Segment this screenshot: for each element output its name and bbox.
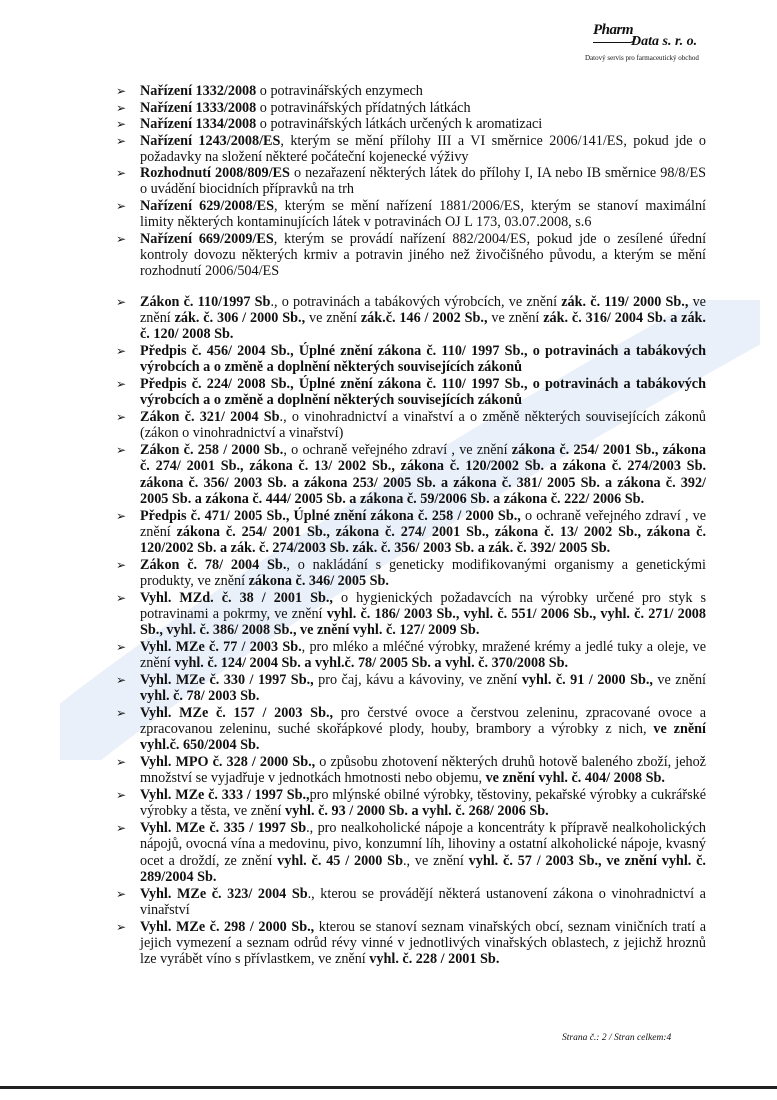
citation-text: ve znění — [305, 310, 361, 327]
list-item — [116, 165, 706, 198]
logo-line2: Data s. r. o. — [631, 34, 698, 49]
arrow-bullet-icon: ➢ — [116, 133, 127, 148]
citation-text: pro čerstvé ovoce a čerstvou zeleninu, zpracované ovoce a zpracovanou zeleninu, suché skořápkové plody, houby, brambory a výrobky z nich, — [140, 705, 706, 738]
citation-bold: Zákon č. 258 / 2000 Sb. — [140, 442, 284, 459]
citation-text: o způsobu zhotovení některých druhů hotově baleného zboží, jehož množství se vyjadřuje v jednotkách hmotnosti nebo objemu, — [140, 754, 706, 787]
list-item — [116, 83, 706, 99]
citation-text: pro čaj, kávu a kávoviny, ve znění — [313, 672, 522, 689]
citation-text: , o nakládání s geneticky modifikovanými organismy a genetickými produkty, ve znění — [140, 556, 706, 590]
logo-tagline: Datový servis pro farmaceutický obchod — [585, 54, 699, 62]
arrow-bullet-icon: ➢ — [116, 821, 127, 836]
citation-bold: Vyhl. MZe č. 330 / 1997 Sb., — [140, 672, 314, 689]
citation-bold: Předpis č. 456/ 2004 Sb., Úplné znění zákona č. 110/ 1997 Sb., o potravinách a tabákových výrobcích a o změně a doplnění některých souvisejících zákonů — [140, 343, 706, 376]
logo-swoosh — [593, 36, 636, 43]
list-item — [116, 230, 707, 279]
list-item — [116, 556, 706, 590]
arrow-bullet-icon: ➢ — [116, 590, 127, 605]
eu-regulations-list — [116, 83, 707, 279]
scan-edge-line — [0, 1086, 777, 1089]
logo-line1: Pharm — [593, 22, 634, 38]
arrow-bullet-icon: ➢ — [116, 231, 127, 246]
citation-bold: zák. č. 119/ 2000 Sb., — [561, 294, 689, 310]
citation-text: , pro mléko a mléčné výrobky, mražené krémy a jedlé tuky a oleje, ve znění — [140, 639, 706, 672]
arrow-bullet-icon: ➢ — [116, 100, 127, 115]
citation-bold: vyhl. č. 91 / 2000 Sb., — [521, 672, 653, 689]
page-number: Strana č.: 2 / Stran celkem:4 — [562, 1033, 672, 1043]
arrow-bullet-icon: ➢ — [116, 755, 127, 770]
czech-laws-list — [116, 294, 707, 968]
list-item — [116, 132, 706, 165]
arrow-bullet-icon: ➢ — [116, 557, 127, 572]
citation-bold: vyhl. č. 78/ 2003 Sb. — [140, 688, 260, 705]
arrow-bullet-icon: ➢ — [116, 84, 127, 98]
citation-text: o hygienických požadavcích na výrobky určené pro styk s potravinami a pokrmy, ve znění — [140, 589, 706, 623]
citation-bold: zákona č. 254/ 2001 Sb., zákona č. 274/ 2001 Sb., zákona č. 13/ 2002 Sb., zákona č. 120/2002 Sb. a zákona č. 274/2003 Sb. zákona č. 356/ 2003 Sb. a zákona 253/ 2005 Sb. a zákona č. 381/ 2005 Sb. a zákona č. 392/ 2005 Sb. a zákona č. 444/ 2005 Sb. a zákona č. 59/2006 Sb. a zákona č. 222/ 2006 Sb. — [140, 442, 706, 507]
citation-bold: Nařízení 629/2008/ES — [140, 197, 275, 214]
arrow-bullet-icon: ➢ — [116, 166, 127, 181]
arrow-bullet-icon: ➢ — [116, 706, 127, 721]
citation-bold: Vyhl. MZe č. 335 / 1997 Sb — [140, 820, 307, 837]
citation-bold: vyhl. č. 45 / 2000 Sb — [277, 852, 403, 869]
company-logo — [583, 22, 718, 67]
citation-text: o potravinářských látkách určených k aromatizaci — [256, 116, 543, 133]
citation-bold: vyhl. č. 93 / 2000 Sb. a vyhl. č. 268/ 2006 Sb. — [284, 803, 549, 820]
list-item — [116, 376, 706, 409]
list-item — [116, 197, 706, 230]
arrow-bullet-icon: ➢ — [116, 673, 127, 688]
list-item — [116, 442, 706, 507]
arrow-bullet-icon: ➢ — [116, 117, 127, 132]
arrow-bullet-icon: ➢ — [116, 919, 127, 934]
citation-bold: vyhl. č. 124/ 2004 Sb. a vyhl.č. 78/ 2005 Sb. a vyhl. č. 370/2008 Sb. — [174, 655, 569, 672]
list-item — [116, 787, 706, 820]
arrow-bullet-icon: ➢ — [116, 344, 127, 359]
list-item — [116, 820, 706, 885]
arrow-bullet-icon: ➢ — [116, 640, 127, 655]
list-item — [116, 885, 706, 918]
citation-bold: Rozhodnutí 2008/809/ES — [140, 165, 290, 182]
citation-text: , o ochraně veřejného zdraví , ve znění — [283, 442, 512, 459]
citation-bold: Vyhl. MZe č. 333 / 1997 Sb., — [140, 787, 310, 804]
citation-bold: vyhl. č. 186/ 2003 Sb., vyhl. č. 551/ 2006 Sb., vyhl. č. 271/ 2008 Sb., vyhl. č. 386/ 2008 Sb., ve znění vyhl. č. 127/ 2009 Sb. — [140, 606, 706, 639]
list-item — [116, 589, 706, 639]
citation-text: , kterým se mění přílohy III a VI směrnice 2006/141/ES, pokud jde o požadavky na složení některé počáteční kojenecké výživy — [140, 132, 706, 165]
citation-text: ., pro nealkoholické nápoje a koncentráty k přípravě nealkoholických nápojů, ovocná vína a medovinu, pivo, konzumní líh, lihoviny a ostatní alkoholické nápoje, kvasný ocet a droždí, ze znění — [140, 820, 706, 869]
citation-bold: zákona č. 254/ 2001 Sb., zákona č. 274/ 2001 Sb., zákona č. 13/ 2002 Sb., zákona č. 120/2002 Sb. a zák. č. 274/2003 Sb. zák. č. 356/ 2003 Sb. a zák. č. 392/ 2005 Sb. — [140, 523, 706, 557]
citation-bold: Vyhl. MZd. č. 38 / 2001 Sb., — [140, 589, 333, 606]
list-item — [116, 99, 706, 116]
list-item — [116, 343, 706, 376]
citation-text: o potravinářských přídatných látkách — [256, 99, 471, 116]
citation-text: kterou se stanoví seznam vinařských obcí, seznam viničních tratí a jejich vymezení a seznam odrůd révy vinné v jednotlivých vinařských oblastech, z jejichž hroznů lze vyrábět víno s přívlastkem, ve znění — [140, 918, 706, 968]
citation-text: ., o potravinách a tabákových výrobcích, ve znění — [270, 294, 562, 310]
arrow-bullet-icon: ➢ — [116, 886, 127, 901]
citation-text: o nezařazení některých látek do přílohy I, IA nebo IB směrnice 98/8/ES o uvádění biocidních přípravků na trh — [140, 165, 706, 198]
arrow-bullet-icon: ➢ — [116, 295, 127, 309]
citation-bold: zák.č. 146 / 2002 Sb., — [360, 310, 488, 327]
citation-bold: vyhl. č. 57 / 2003 Sb., ve znění vyhl. č. 289/2004 Sb. — [140, 852, 706, 885]
citation-bold: ve znění vyhl. č. 404/ 2008 Sb. — [485, 770, 665, 787]
citation-text: o ochraně veřejného zdraví , ve znění — [140, 507, 706, 540]
citation-text: , kterým se mění nařízení 1881/2006/ES, kterým se stanoví maximální limity některých kontaminujících látek v potravinách OJ L 173, 03.07.2008, s.6 — [140, 197, 706, 230]
citation-text: ., ve znění — [402, 852, 469, 869]
citation-text: ve znění — [140, 294, 706, 327]
citation-text: ve znění — [652, 672, 706, 689]
citation-bold: zák. č. 316/ 2004 Sb. a zák. č. 120/ 2008 Sb. — [140, 310, 706, 343]
citation-text: pro mlýnské obilné výrobky, těstoviny, pekařské výrobky a cukrářské výrobky a těsta, ve znění — [140, 787, 706, 820]
citation-bold: Vyhl. MZe č. 323/ 2004 Sb — [140, 885, 308, 902]
citation-bold: Nařízení 1243/2008/ES — [140, 132, 281, 149]
citation-text: o potravinářských enzymech — [256, 83, 423, 99]
citation-bold: Vyhl. MZe č. 298 / 2000 Sb., — [140, 918, 315, 935]
citation-bold: Vyhl. MPO č. 328 / 2000 Sb., — [140, 754, 316, 771]
list-item — [116, 705, 706, 754]
citation-bold: Vyhl. MZe č. 157 / 2003 Sb., — [140, 705, 334, 722]
list-item — [116, 918, 706, 968]
citation-text: ve znění — [487, 310, 544, 327]
citation-bold: Nařízení 1332/2008 — [140, 83, 257, 99]
citation-bold: ve znění vyhl.č. 650/2004 Sb. — [140, 721, 706, 754]
citation-bold: Zákon č. 321/ 2004 Sb — [140, 409, 280, 426]
arrow-bullet-icon: ➢ — [116, 508, 127, 523]
list-item — [116, 639, 706, 672]
citation-bold: Zákon č. 78/ 2004 Sb. — [140, 556, 287, 573]
list-item — [116, 294, 706, 343]
arrow-bullet-icon: ➢ — [116, 410, 127, 425]
citation-bold: Nařízení 1334/2008 — [140, 116, 257, 133]
citation-text: ., o vinohradnictví a vinařství a o změně některých souvisejících zákonů (zákon o vinohradnictví a vinařství) — [140, 409, 707, 442]
list-item — [116, 672, 706, 705]
citation-bold: Zákon č. 110/1997 Sb — [140, 294, 271, 310]
list-item — [116, 409, 707, 442]
citation-bold: zákona č. 346/ 2005 Sb. — [248, 573, 389, 590]
list-item — [116, 507, 706, 557]
citation-text: , kterým se provádí nařízení 882/2004/ES, pokud jde o zesílené úřední kontroly dovozu některých krmiv a potravin jiného než živočišného původu, a kterým se mění rozhodnutí 2006/504/ES — [140, 230, 707, 279]
citation-bold: vyhl. č. 228 / 2001 Sb. — [369, 951, 500, 968]
arrow-bullet-icon: ➢ — [116, 198, 127, 213]
citation-text: ., kterou se provádějí některá ustanovení zákona o vinohradnictví a vinařství — [140, 885, 706, 918]
citation-bold: Předpis č. 224/ 2008 Sb., Úplné znění zákona č. 110/ 1997 Sb., o potravinách a tabákových výrobcích a o změně a doplnění některých souvisejících zákonů — [140, 376, 706, 409]
arrow-bullet-icon: ➢ — [116, 443, 127, 458]
citation-bold: Předpis č. 471/ 2005 Sb., Úplné znění zákona č. 258 / 2000 Sb., — [140, 507, 521, 524]
list-item — [116, 116, 706, 133]
citation-bold: zák. č. 306 / 2000 Sb., — [174, 310, 306, 327]
list-item — [116, 754, 706, 787]
arrow-bullet-icon: ➢ — [116, 377, 127, 392]
arrow-bullet-icon: ➢ — [116, 788, 127, 803]
citation-bold: Vyhl. MZe č. 77 / 2003 Sb. — [140, 639, 302, 656]
citation-bold: Nařízení 1333/2008 — [140, 99, 257, 116]
citation-bold: Nařízení 669/2009/ES — [140, 230, 274, 247]
